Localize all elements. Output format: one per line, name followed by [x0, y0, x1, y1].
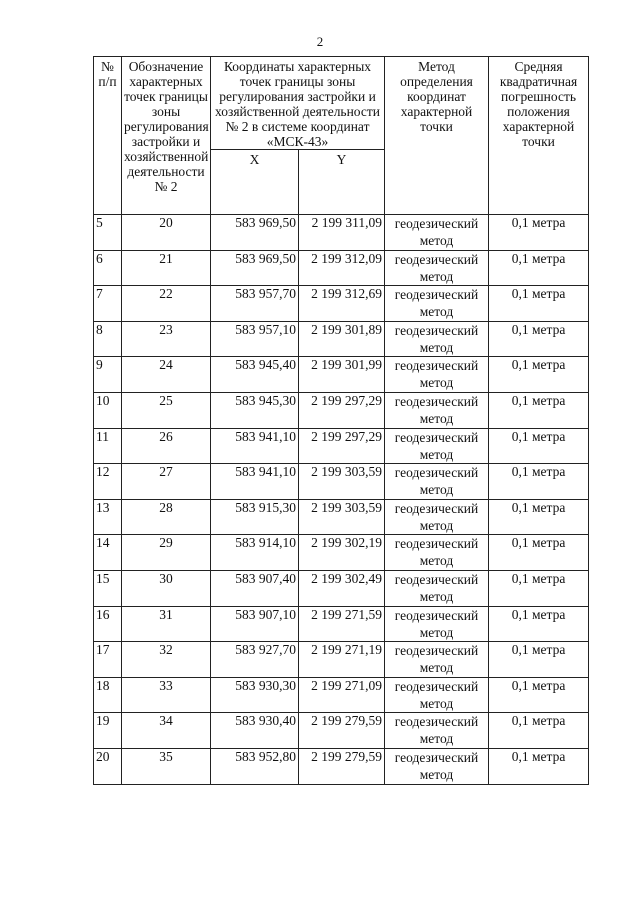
cell-error: 0,1 метра: [489, 570, 589, 606]
table-row: [94, 286, 589, 322]
table-row: [94, 748, 589, 784]
cell-y: 2 199 303,59: [299, 499, 385, 535]
cell-x: 583 957,10: [211, 321, 299, 357]
cell-x: 583 941,10: [211, 428, 299, 464]
cell-x: 583 914,10: [211, 535, 299, 571]
cell-error: 0,1 метра: [489, 357, 589, 393]
cell-method: геодезический метод: [385, 713, 489, 749]
cell-num: 19: [94, 713, 122, 749]
cell-method: геодезический метод: [385, 428, 489, 464]
cell-method: геодезический метод: [385, 570, 489, 606]
cell-method: геодезический метод: [385, 606, 489, 642]
cell-num: 15: [94, 570, 122, 606]
cell-error: 0,1 метра: [489, 321, 589, 357]
cell-x: 583 957,70: [211, 286, 299, 322]
table-row: [94, 570, 589, 606]
cell-method: геодезический метод: [385, 535, 489, 571]
cell-x: 583 930,40: [211, 713, 299, 749]
cell-num: 16: [94, 606, 122, 642]
cell-error: 0,1 метра: [489, 215, 589, 251]
cell-point: 34: [122, 713, 211, 749]
table-row: [94, 713, 589, 749]
cell-point: 31: [122, 606, 211, 642]
cell-method: геодезический метод: [385, 642, 489, 678]
cell-y: 2 199 297,29: [299, 428, 385, 464]
cell-error: 0,1 метра: [489, 535, 589, 571]
table-row: [94, 428, 589, 464]
cell-y: 2 199 312,09: [299, 250, 385, 286]
coordinates-table: [93, 56, 589, 785]
table-row: [94, 499, 589, 535]
cell-error: 0,1 метра: [489, 392, 589, 428]
cell-x: 583 945,30: [211, 392, 299, 428]
cell-num: 8: [94, 321, 122, 357]
table-row: [94, 606, 589, 642]
cell-num: 14: [94, 535, 122, 571]
cell-y: 2 199 303,59: [299, 464, 385, 500]
cell-y: 2 199 279,59: [299, 713, 385, 749]
cell-y: 2 199 297,29: [299, 392, 385, 428]
cell-point: 27: [122, 464, 211, 500]
page-number: 2: [316, 34, 324, 49]
table-row: [94, 321, 589, 357]
cell-method: геодезический метод: [385, 321, 489, 357]
cell-error: 0,1 метра: [489, 748, 589, 784]
cell-method: геодезический метод: [385, 499, 489, 535]
cell-num: 13: [94, 499, 122, 535]
cell-num: 5: [94, 215, 122, 251]
cell-method: геодезический метод: [385, 464, 489, 500]
cell-y: 2 199 271,19: [299, 642, 385, 678]
cell-y: 2 199 302,19: [299, 535, 385, 571]
cell-y: 2 199 312,69: [299, 286, 385, 322]
cell-method: геодезический метод: [385, 392, 489, 428]
cell-num: 18: [94, 677, 122, 713]
cell-method: геодезический метод: [385, 677, 489, 713]
cell-point: 23: [122, 321, 211, 357]
cell-point: 33: [122, 677, 211, 713]
cell-x: 583 907,10: [211, 606, 299, 642]
cell-method: геодезический метод: [385, 215, 489, 251]
cell-point: 25: [122, 392, 211, 428]
cell-y: 2 199 271,59: [299, 606, 385, 642]
table-row: [94, 677, 589, 713]
cell-method: геодезический метод: [385, 286, 489, 322]
cell-error: 0,1 метра: [489, 464, 589, 500]
cell-point: 22: [122, 286, 211, 322]
header-num: № п/п: [94, 57, 122, 215]
header-coords: Координаты характерных точек границы зоны регулирования застройки и хозяйственной деятельности № 2 в системе координат «МСК-43»: [211, 57, 385, 150]
table-row: [94, 642, 589, 678]
cell-error: 0,1 метра: [489, 677, 589, 713]
header-x: X: [211, 150, 299, 215]
cell-num: 10: [94, 392, 122, 428]
cell-y: 2 199 302,49: [299, 570, 385, 606]
cell-error: 0,1 метра: [489, 642, 589, 678]
table-row: [94, 535, 589, 571]
cell-num: 9: [94, 357, 122, 393]
cell-method: геодезический метод: [385, 748, 489, 784]
cell-point: 29: [122, 535, 211, 571]
cell-num: 7: [94, 286, 122, 322]
cell-point: 26: [122, 428, 211, 464]
cell-error: 0,1 метра: [489, 286, 589, 322]
cell-x: 583 930,30: [211, 677, 299, 713]
cell-num: 6: [94, 250, 122, 286]
table-row: [94, 464, 589, 500]
cell-x: 583 915,30: [211, 499, 299, 535]
cell-error: 0,1 метра: [489, 250, 589, 286]
cell-x: 583 969,50: [211, 250, 299, 286]
cell-point: 28: [122, 499, 211, 535]
table-header: [94, 57, 589, 215]
cell-error: 0,1 метра: [489, 606, 589, 642]
cell-num: 20: [94, 748, 122, 784]
cell-y: 2 199 279,59: [299, 748, 385, 784]
table-row: [94, 215, 589, 251]
cell-point: 30: [122, 570, 211, 606]
cell-point: 24: [122, 357, 211, 393]
cell-y: 2 199 311,09: [299, 215, 385, 251]
cell-method: геодезический метод: [385, 357, 489, 393]
cell-x: 583 945,40: [211, 357, 299, 393]
table-row: [94, 392, 589, 428]
cell-point: 21: [122, 250, 211, 286]
cell-x: 583 927,70: [211, 642, 299, 678]
header-method: Метод определения координат характерной точки: [385, 57, 489, 215]
cell-num: 17: [94, 642, 122, 678]
cell-x: 583 969,50: [211, 215, 299, 251]
cell-num: 11: [94, 428, 122, 464]
cell-point: 32: [122, 642, 211, 678]
cell-error: 0,1 метра: [489, 499, 589, 535]
cell-x: 583 941,10: [211, 464, 299, 500]
header-error: Средняя квадратичная погрешность положения характерной точки: [489, 57, 589, 215]
cell-x: 583 952,80: [211, 748, 299, 784]
cell-method: геодезический метод: [385, 250, 489, 286]
header-point: Обозначение характерных точек границы зоны регулирования застройки и хозяйственной деятельности № 2: [122, 57, 211, 215]
table-row: [94, 250, 589, 286]
cell-x: 583 907,40: [211, 570, 299, 606]
header-y: Y: [299, 150, 385, 215]
table-row: [94, 357, 589, 393]
cell-num: 12: [94, 464, 122, 500]
cell-error: 0,1 метра: [489, 713, 589, 749]
cell-point: 35: [122, 748, 211, 784]
cell-y: 2 199 301,89: [299, 321, 385, 357]
cell-y: 2 199 271,09: [299, 677, 385, 713]
table-body: [94, 215, 589, 785]
cell-y: 2 199 301,99: [299, 357, 385, 393]
cell-point: 20: [122, 215, 211, 251]
cell-error: 0,1 метра: [489, 428, 589, 464]
